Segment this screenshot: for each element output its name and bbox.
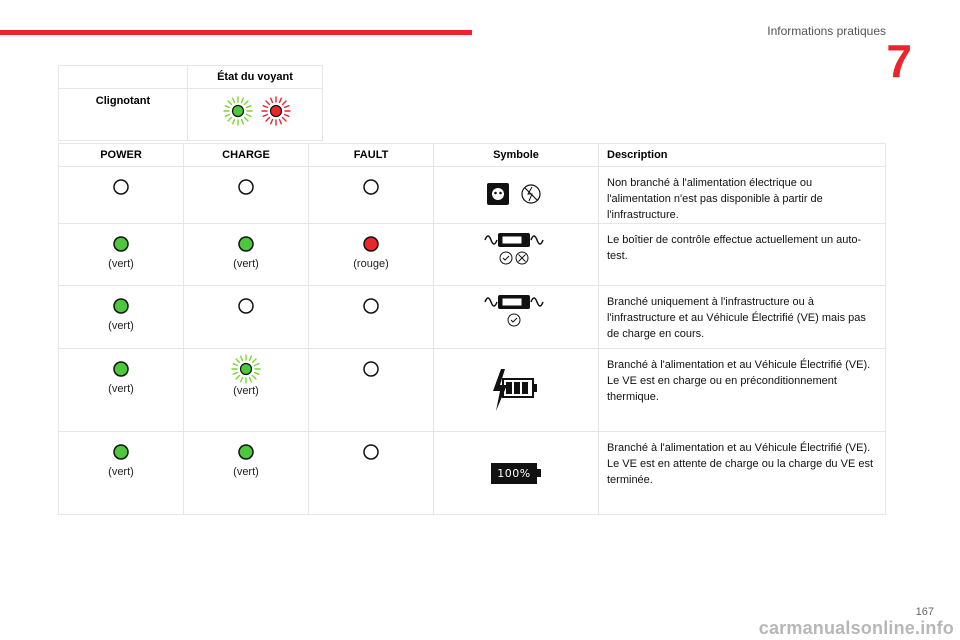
- chapter-number: 7: [886, 35, 912, 87]
- col-header-description: Description: [599, 144, 886, 167]
- legend-table: [58, 65, 323, 141]
- charge-led-cell: [184, 167, 309, 224]
- led-color-label: (vert): [108, 258, 134, 270]
- charge-led-cell: [184, 286, 309, 349]
- power-led-cell: [59, 349, 184, 432]
- led-color-label: (vert): [233, 258, 259, 270]
- col-header-charge: CHARGE: [184, 144, 309, 167]
- led-color-label: (vert): [108, 383, 134, 395]
- table-row: [59, 432, 886, 515]
- power-led-cell: [59, 286, 184, 349]
- charge-led-cell: [184, 432, 309, 515]
- blinking-leds: [210, 89, 300, 133]
- page-number: 167: [915, 606, 934, 618]
- connected-not-charging-icon: [481, 292, 551, 328]
- description-cell: Non branché à l'alimentation électrique ou l'alimentation n'est pas disponible à partir de l'infrastructure.: [599, 167, 886, 224]
- led-color-label: (vert): [108, 466, 134, 478]
- description-line: Le VE est en attente de charge ou la charge du VE est terminée.: [607, 458, 874, 486]
- header-accent-bar: [0, 30, 472, 35]
- legend-state-header: État du voyant: [188, 66, 323, 89]
- table-row: [59, 286, 886, 349]
- battery-full-icon: [491, 463, 540, 484]
- plug-and-no-power-icon: [481, 180, 551, 210]
- self-test-icon: [481, 230, 551, 266]
- led-off-icon: [236, 177, 256, 197]
- led-green-icon: [111, 234, 131, 254]
- description-line: Le VE est en charge ou en préconditionnement thermique.: [607, 375, 837, 403]
- led-green-icon: [111, 296, 131, 316]
- symbol-cell: [434, 224, 599, 286]
- led-off-icon: [361, 442, 381, 462]
- description-line: Branché à l'alimentation et au Véhicule Électrifié (VE).: [607, 442, 871, 454]
- led-color-label: (vert): [233, 385, 259, 397]
- symbol-cell: [434, 167, 599, 224]
- fault-led-cell: [309, 349, 434, 432]
- col-header-power: POWER: [59, 144, 184, 167]
- power-led-cell: [59, 224, 184, 286]
- symbol-cell: [434, 286, 599, 349]
- led-blinking-green-icon: [224, 97, 252, 125]
- section-title: Informations pratiques: [767, 24, 886, 38]
- table-header-row: [59, 144, 886, 167]
- battery-charging-icon: [481, 365, 551, 415]
- table-row: [59, 349, 886, 432]
- power-led-cell: [59, 432, 184, 515]
- legend-blank-header: [59, 66, 188, 89]
- charge-led-cell: [184, 224, 309, 286]
- led-blinking-green-icon: [230, 353, 262, 385]
- led-off-icon: [361, 359, 381, 379]
- led-off-icon: [236, 296, 256, 316]
- led-green-icon: [236, 442, 256, 462]
- led-off-icon: [361, 177, 381, 197]
- col-header-symbol: Symbole: [434, 144, 599, 167]
- legend-icons-cell: [188, 89, 323, 141]
- battery-percent-text: 100%: [491, 463, 536, 484]
- table-row: [59, 167, 886, 224]
- led-green-icon: [111, 359, 131, 379]
- led-red-icon: [361, 234, 381, 254]
- description-cell: Le boîtier de contrôle effectue actuellement un auto-test.: [599, 224, 886, 286]
- table-row: [59, 224, 886, 286]
- watermark: carmanualsonline.info: [758, 618, 954, 638]
- led-blinking-red-icon: [262, 97, 290, 125]
- led-green-icon: [236, 234, 256, 254]
- description-cell: Branché uniquement à l'infrastructure ou à l'infrastructure et au Véhicule Électrifié (VE) mais pas de charge en cours.: [599, 286, 886, 349]
- col-header-fault: FAULT: [309, 144, 434, 167]
- charge-led-cell: [184, 349, 309, 432]
- fault-led-cell: [309, 224, 434, 286]
- symbol-cell: [434, 432, 599, 515]
- description-cell: [599, 432, 886, 515]
- status-table: [58, 143, 886, 515]
- led-off-icon: [361, 296, 381, 316]
- symbol-cell: [434, 349, 599, 432]
- power-led-cell: [59, 167, 184, 224]
- fault-led-cell: [309, 432, 434, 515]
- led-color-label: (vert): [233, 466, 259, 478]
- fault-led-cell: [309, 167, 434, 224]
- led-off-icon: [111, 177, 131, 197]
- led-green-icon: [111, 442, 131, 462]
- description-line: Branché à l'alimentation et au Véhicule Électrifié (VE).: [607, 359, 871, 371]
- fault-led-cell: [309, 286, 434, 349]
- description-cell: [599, 349, 886, 432]
- led-color-label: (rouge): [353, 258, 389, 270]
- led-color-label: (vert): [108, 320, 134, 332]
- legend-row-label: Clignotant: [59, 89, 188, 141]
